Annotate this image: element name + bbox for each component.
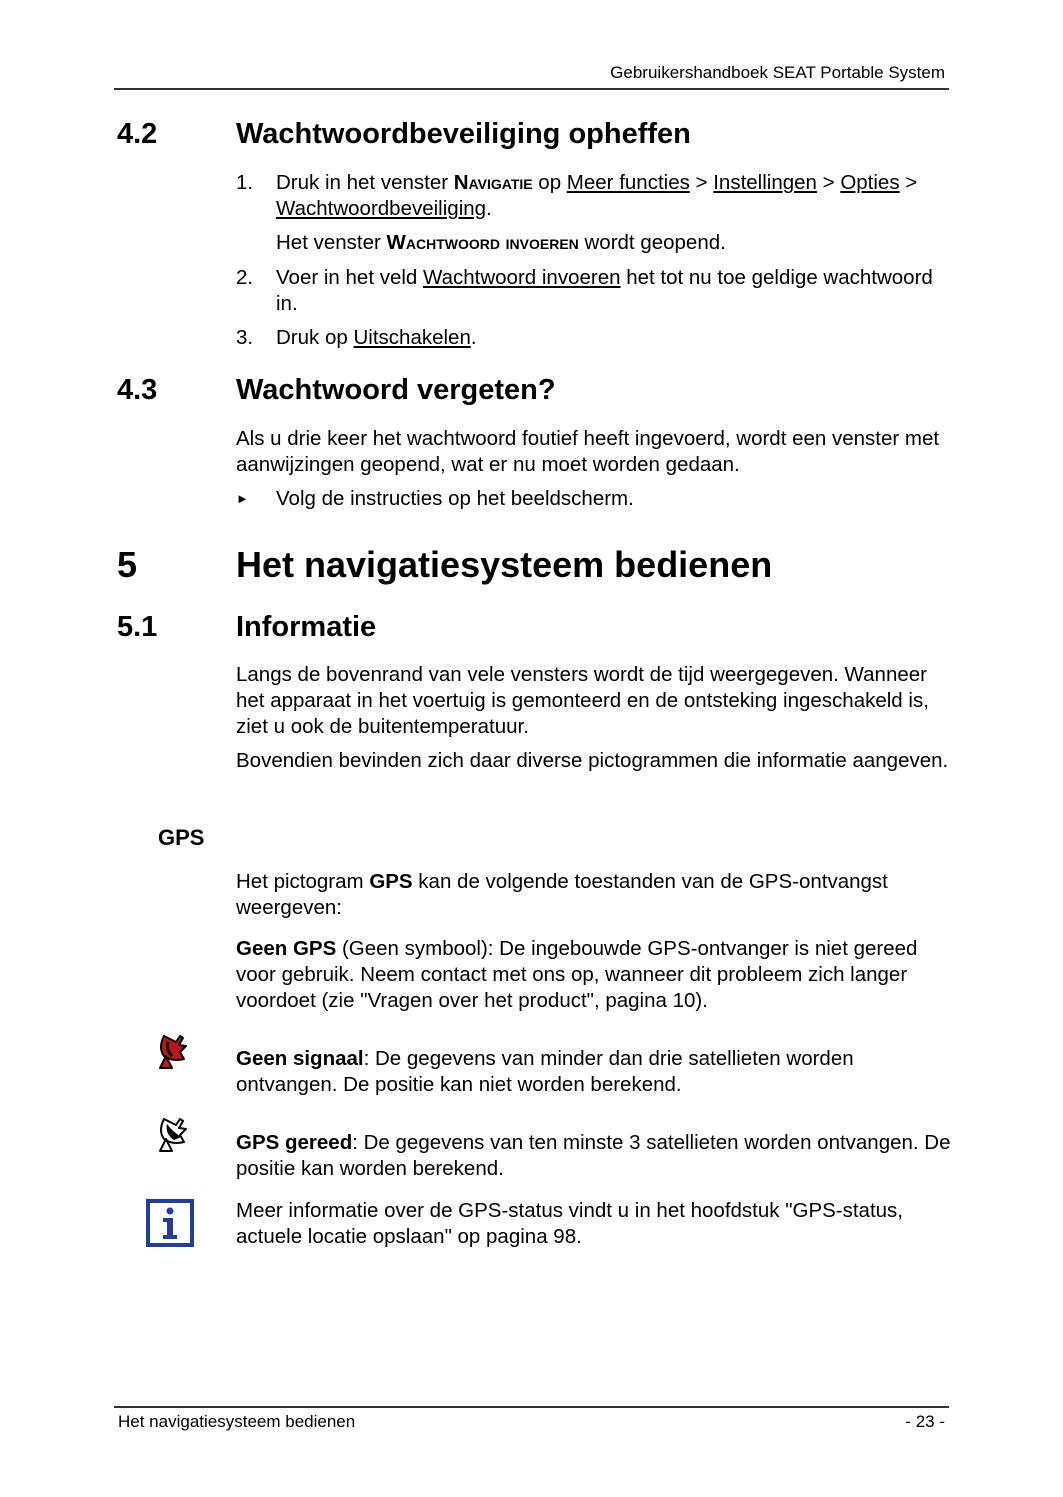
info-icon <box>146 1199 194 1252</box>
menu-link-meer-functies[interactable]: Meer functies <box>566 171 690 194</box>
text: Druk op <box>276 326 354 349</box>
menu-link-wachtwoordbeveiliging[interactable]: Wachtwoordbeveiliging <box>276 197 487 220</box>
gps-state-no-signal <box>236 1046 956 1098</box>
section-number: 5.1 <box>117 611 158 643</box>
text: Het venster <box>276 231 387 254</box>
state-label: Geen signaal <box>236 1047 364 1070</box>
state-label: Geen GPS <box>236 937 337 960</box>
bullet-item <box>236 486 956 512</box>
separator: > <box>899 171 918 194</box>
window-name: Wachtwoord invoeren <box>386 231 579 254</box>
section-title: Informatie <box>236 611 377 643</box>
menu-link-opties[interactable]: Opties <box>840 171 900 194</box>
field-link-wachtwoord-invoeren[interactable]: Wachtwoord invoeren <box>423 266 621 289</box>
gps-state-ready <box>236 1130 956 1182</box>
section-title: Wachtwoordbeveiliging opheffen <box>236 118 691 150</box>
text: Druk in het venster <box>276 171 454 194</box>
chapter-number: 5 <box>117 544 138 585</box>
running-header: Gebruikershandboek SEAT Portable System <box>610 63 945 82</box>
bold-text: GPS <box>369 870 413 893</box>
step-1 <box>236 170 956 256</box>
paragraph: Langs de bovenrand van vele vensters wordt de tijd weergegeven. Wanneer het apparaat in het voertuig is gemonteerd en de ontsteking ingeschakeld is, ziet u ook de buitentemperatuur. <box>236 663 929 738</box>
section-body <box>236 662 956 774</box>
state-label: GPS gereed <box>236 1131 353 1154</box>
step-marker: 1. <box>236 171 254 194</box>
step-marker: 2. <box>236 266 254 289</box>
state-description: (Geen symbool): De ingebouwde GPS-ontvanger is niet gereed voor gebruik. Neem contact met ons op, wanneer dit probleem zich langer voordoet (zie "Vragen over het product", pagina 10). <box>236 937 918 1012</box>
separator: > <box>816 171 841 194</box>
gps-intro <box>236 869 956 921</box>
gps-state-no-gps <box>236 936 956 1014</box>
paragraph: Bovendien bevinden zich daar diverse pictogrammen die informatie aangeven. <box>236 749 949 772</box>
step-result <box>276 230 956 256</box>
chapter-title: Het navigatiesysteem bedienen <box>236 544 773 585</box>
section-body <box>236 426 956 512</box>
footer-divider <box>114 1406 949 1408</box>
bullet-arrow-icon: ► <box>236 491 249 506</box>
step-2 <box>236 265 956 317</box>
paragraph: Als u drie keer het wachtwoord foutief heeft ingevoerd, wordt een venster met aanwijzingen geopend, wat er nu moet worden gedaan. <box>236 427 940 476</box>
menu-link-instellingen[interactable]: Instellingen <box>713 171 817 194</box>
step-marker: 3. <box>236 326 254 349</box>
header-divider <box>114 88 949 90</box>
text: . <box>470 326 477 349</box>
satellite-dish-black-icon <box>150 1115 192 1160</box>
footer-chapter: Het navigatiesysteem bedienen <box>118 1412 356 1431</box>
section-number: 4.2 <box>117 118 158 150</box>
button-link-uitschakelen[interactable]: Uitschakelen <box>353 326 471 349</box>
text: . <box>486 197 492 220</box>
bullet-text: Volg de instructies op het beeldscherm. <box>276 487 634 510</box>
info-note <box>236 1198 956 1250</box>
window-name: Navigatie <box>453 171 533 194</box>
state-description: : De gegevens van minder dan drie satellieten worden ontvangen. De positie kan niet worden berekend. <box>236 1047 854 1096</box>
section-title: Wachtwoord vergeten? <box>236 374 556 406</box>
text: kan de volgende toestanden van de GPS-ontvangst weergeven: <box>236 870 888 919</box>
text: wordt geopend. <box>578 231 726 254</box>
text: op <box>532 171 567 194</box>
page-number: - 23 - <box>905 1412 945 1431</box>
text: het tot nu toe geldige wachtwoord in. <box>276 266 933 315</box>
step-3 <box>236 325 956 351</box>
text: Voer in het veld <box>276 266 424 289</box>
state-description: : De gegevens van ten minste 3 satellieten worden ontvangen. De positie kan worden berekend. <box>236 1131 951 1180</box>
separator: > <box>689 171 714 194</box>
info-note-text: Meer informatie over de GPS-status vindt u in het hoofdstuk "GPS-status, actuele locatie opslaan" op pagina 98. <box>236 1199 904 1248</box>
steps-list <box>236 170 956 351</box>
section-number: 4.3 <box>117 374 158 406</box>
satellite-dish-red-icon <box>150 1032 192 1077</box>
text: Het pictogram <box>236 870 370 893</box>
subheading-gps: GPS <box>158 825 205 850</box>
